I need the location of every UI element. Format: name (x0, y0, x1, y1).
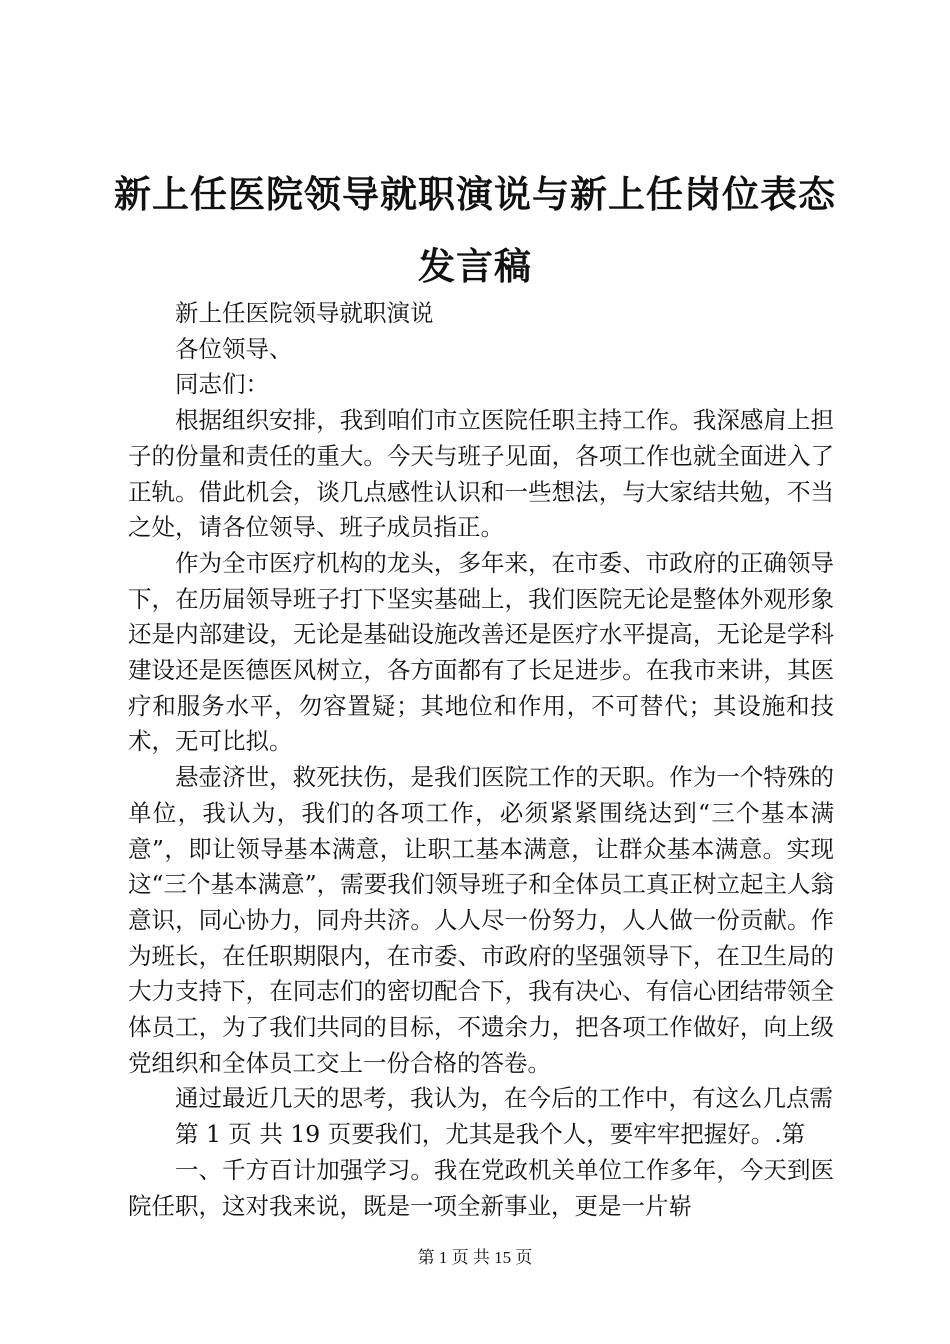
body-paragraph: 作为全市医疗机构的龙头，多年来，在市委、市政府的正确领导下，在历届领导班子打下坚实基础上，我们医院无论是整体外观形象还是内部建设，无论是基础设施改善还是医疗水平提高，无论是学科建设还是医德医风树立，各方面都有了长足进步。在我市来讲，其医疗和服务水平，勿容置疑；其地位和作用，不可替代；其设施和技术，无可比拟。 (128, 548, 834, 756)
document-title: 新上任医院领导就职演说与新上任岗位表态发言稿 (114, 172, 836, 288)
body-paragraph: 根据组织安排，我到咱们市立医院任职主持工作。我深感肩上担子的份量和责任的重大。今天与班子见面，各项工作也就全面进入了正轨。借此机会，谈几点感性认识和一些想法，与大家结共勉，不当之处，请各位领导、班子成员指正。 (128, 406, 834, 542)
page-footer: 第 1 页 共 15 页 (417, 1248, 533, 1267)
body-paragraph: 一、千方百计加强学习。我在党政机关单位工作多年，今天到医院任职，这对我来说，既是一项全新事业，更是一片崭 (128, 1155, 834, 1220)
document-body (128, 296, 834, 1224)
salutation-line-1: 各位领导、 (175, 334, 293, 363)
body-paragraph: 悬壶济世，救死扶伤，是我们医院工作的天职。作为一个特殊的单位，我认为，我们的各项工作，必须紧紧围绕达到“三个基本满意”，即让领导基本满意，让职工基本满意，让群众基本满意。实现这“三个基本满意”，需要我们领导班子和全体员工真正树立起主人翁意识，同心协力，同舟共济。人人尽一份努力，人人做一份贡献。作为班长，在任职期限内，在市委、市政府的坚强领导下，在卫生局的大力支持下，在同志们的密切配合下，我有决心、有信心团结带领全体员工，为了我们共同的目标，不遗余力，把各项工作做好，向上级党组织和全体员工交上一份合格的答卷。 (128, 763, 834, 1077)
body-paragraph: 第 1 页 共 19 页要我们，尤其是我个人，要牢牢把握好。.第 (175, 1120, 806, 1149)
section-heading: 新上任医院领导就职演说 (175, 299, 434, 327)
salutation-line-2: 同志们： (175, 370, 269, 399)
body-paragraph: 通过最近几天的思考，我认为，在今后的工作中，有这么几点需 (175, 1084, 833, 1113)
